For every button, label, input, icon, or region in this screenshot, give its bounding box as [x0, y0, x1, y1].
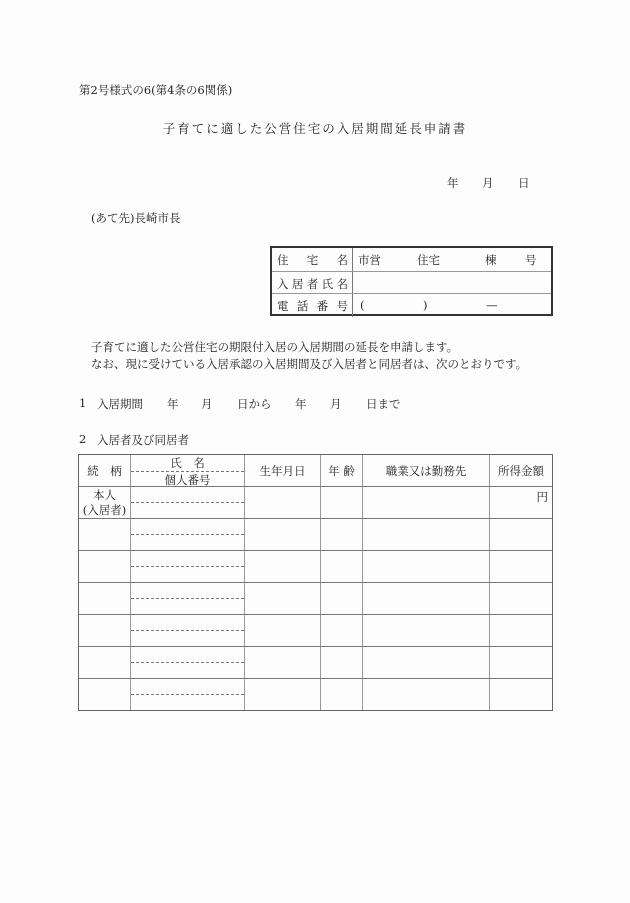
name-number-cell [130, 647, 244, 678]
from-day-field[interactable]: 日から [237, 397, 272, 411]
birthdate-field[interactable] [244, 551, 320, 582]
resident-name-field[interactable] [353, 272, 551, 295]
housing-name-label [272, 248, 353, 271]
personal-number-field[interactable] [131, 598, 244, 614]
table-row [79, 550, 552, 582]
label-char: 電 [277, 298, 289, 313]
income-field[interactable] [489, 487, 552, 518]
label-char: 番 [316, 298, 329, 313]
personal-number-field[interactable] [131, 630, 244, 646]
table-row [79, 678, 552, 710]
relationship-applicant [79, 487, 130, 518]
table-row [79, 582, 552, 614]
paren-close: ) [423, 298, 428, 312]
name-field[interactable] [131, 647, 244, 662]
name-number-cell [130, 519, 244, 550]
relationship-field[interactable] [79, 519, 130, 550]
occupation-field[interactable] [362, 583, 489, 614]
name-number-cell [130, 583, 244, 614]
personal-number-field[interactable] [131, 566, 244, 582]
to-year-field[interactable]: 年 [295, 397, 307, 411]
date-year-label[interactable]: 年 [447, 176, 459, 190]
label-char: 入 [277, 276, 289, 291]
body-text-line1: 子育てに適した公営住宅の期限付入居の入居期間の延長を申請します。 [91, 340, 459, 354]
to-day-field[interactable]: 日まで [366, 397, 401, 411]
addressee: (あて先)長崎市長 [91, 211, 181, 225]
housing-name-field[interactable] [353, 248, 551, 271]
relationship-self: 本人 [93, 487, 116, 502]
name-field[interactable] [131, 519, 244, 534]
resident-name-label [272, 272, 353, 295]
from-year-field[interactable]: 年 [167, 397, 179, 411]
resident-name-row [272, 271, 551, 295]
income-field[interactable] [489, 679, 552, 710]
occupation-field[interactable] [362, 487, 489, 518]
label-char: 名 [336, 252, 348, 267]
dash: — [486, 298, 498, 312]
relationship-field[interactable] [79, 583, 130, 614]
birthdate-field[interactable] [244, 487, 320, 518]
body-text-line2: なお、現に受けている入居承認の入居期間及び入居者と同居者は、次のとおりです。 [91, 357, 528, 371]
relationship-field[interactable] [79, 615, 130, 646]
housing-name-row [272, 248, 551, 271]
name-field[interactable] [131, 679, 244, 694]
header-age: 年 齢 [320, 455, 362, 486]
personal-number-field[interactable] [131, 502, 244, 518]
section-number: 2 [79, 432, 87, 446]
age-field[interactable] [320, 583, 362, 614]
occupation-field[interactable] [362, 679, 489, 710]
occupation-field[interactable] [362, 519, 489, 550]
income-field[interactable] [489, 519, 552, 550]
table-row-applicant [79, 486, 552, 518]
unit-number-text: 号 [525, 253, 537, 267]
birthdate-field[interactable] [244, 519, 320, 550]
date-month-label[interactable]: 月 [482, 176, 494, 190]
age-field[interactable] [320, 679, 362, 710]
age-field[interactable] [320, 615, 362, 646]
label-char: 住 [277, 252, 289, 267]
name-number-cell [130, 487, 244, 518]
personal-number-field[interactable] [131, 534, 244, 550]
applicant-box [270, 246, 553, 316]
household-table [78, 454, 553, 711]
name-number-cell [130, 551, 244, 582]
label-char: 名 [336, 276, 348, 291]
label-char: 氏 [321, 276, 334, 291]
birthdate-field[interactable] [244, 647, 320, 678]
age-field[interactable] [320, 647, 362, 678]
to-month-field[interactable]: 月 [330, 397, 342, 411]
name-number-cell [130, 615, 244, 646]
income-field[interactable] [489, 583, 552, 614]
phone-field[interactable] [353, 294, 551, 317]
table-header [79, 455, 552, 486]
form-number: 第2号様式の6(第4条の6関係) [79, 83, 233, 97]
table-row [79, 614, 552, 646]
header-name: 氏 名 [170, 456, 205, 470]
income-field[interactable] [489, 615, 552, 646]
header-occupation: 職業又は勤務先 [362, 455, 489, 486]
label-char: 居 [291, 276, 304, 291]
section-label: 入居者及び同居者 [97, 433, 189, 447]
name-field[interactable] [131, 615, 244, 630]
occupation-field[interactable] [362, 615, 489, 646]
name-number-cell [130, 679, 244, 710]
yen-unit: 円 [536, 490, 548, 504]
header-birthdate: 生年月日 [244, 455, 320, 486]
header-relationship: 続 柄 [87, 463, 122, 478]
paren-open: ( [360, 298, 365, 312]
date-day-label[interactable]: 日 [518, 176, 530, 190]
income-field[interactable] [489, 647, 552, 678]
housing-text: 住宅 [417, 253, 440, 267]
label-char: 号 [336, 298, 348, 313]
section-number: 1 [79, 396, 87, 410]
name-field[interactable] [131, 551, 244, 566]
occupation-field[interactable] [362, 647, 489, 678]
header-name-number [130, 455, 244, 486]
birthdate-field[interactable] [244, 615, 320, 646]
building-text: 棟 [485, 253, 497, 267]
municipal-text: 市営 [358, 253, 381, 267]
name-field[interactable] [131, 487, 244, 502]
age-field[interactable] [320, 551, 362, 582]
age-field[interactable] [320, 519, 362, 550]
page-title: 子育てに適した公営住宅の入居期間延長申請書 [162, 121, 468, 136]
from-month-field[interactable]: 月 [201, 397, 213, 411]
table-row [79, 518, 552, 550]
personal-number-field[interactable] [131, 662, 244, 678]
income-field[interactable] [489, 551, 552, 582]
phone-label [272, 294, 353, 317]
table-row [79, 646, 552, 678]
name-field[interactable] [131, 583, 244, 598]
personal-number-field[interactable] [131, 694, 244, 710]
relationship-resident: (入居者) [82, 502, 127, 517]
relationship-field[interactable] [79, 551, 130, 582]
relationship-field[interactable] [79, 679, 130, 710]
section-label: 入居期間 [97, 397, 143, 411]
header-personal-number: 個人番号 [131, 471, 244, 488]
age-field[interactable] [320, 487, 362, 518]
birthdate-field[interactable] [244, 583, 320, 614]
birthdate-field[interactable] [244, 679, 320, 710]
label-char: 者 [306, 276, 319, 291]
phone-row [272, 293, 551, 317]
label-char: 話 [296, 298, 309, 313]
header-income: 所得金額 [489, 455, 552, 486]
relationship-field[interactable] [79, 647, 130, 678]
occupation-field[interactable] [362, 551, 489, 582]
label-char: 宅 [306, 252, 319, 267]
